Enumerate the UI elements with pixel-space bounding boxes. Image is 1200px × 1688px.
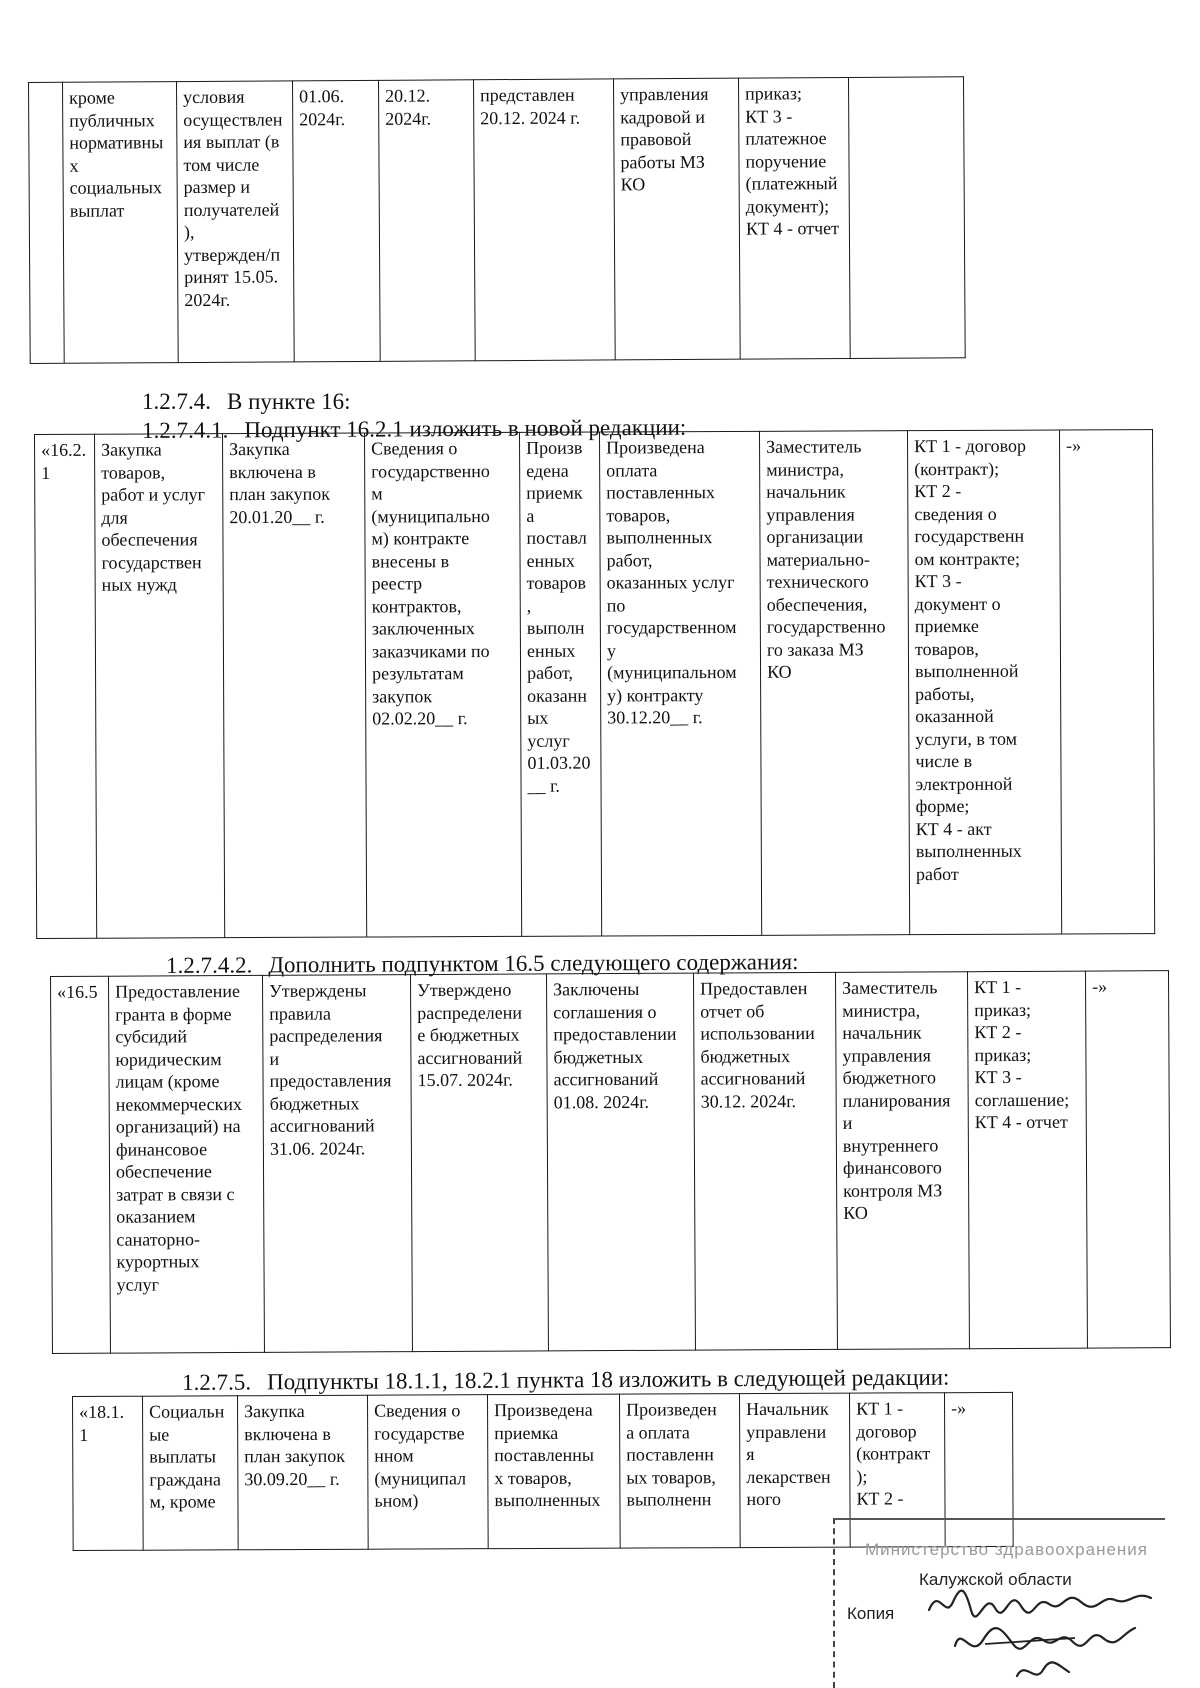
table-cell: -»: [1085, 971, 1170, 1348]
section-heading-1.2.7.4: 1.2.7.4. В пункте 16:: [142, 389, 351, 414]
table3-body: [51, 971, 1171, 1354]
table-16-2-1: [34, 429, 1155, 939]
table-cell: Сведения о государственно м (муниципально м) контракте внесены в реестр контрактов, заключенных заказчиками по результатам закупок 02.02.20__ г.: [364, 432, 521, 937]
table-row: [51, 971, 1171, 1354]
table-cell: 01.06. 2024г.: [292, 80, 380, 362]
table-cell: условия осуществлен ия выплат (в том числе размер и получателей ), утвержден/п ринят 15.05. 2024г.: [177, 81, 295, 363]
table-cell: Социальн ые выплаты гражданa м, кроме: [143, 1396, 239, 1550]
table-cell: Заместитель министра, начальник управления организации материально- технического обеспечения, государственно го заказа МЗ КО: [759, 431, 909, 936]
table-cell: Произв едена приемк а поставл енных товаров , выполн енных работ, оказанн ых услуг 01.03.20 __ г.: [519, 432, 601, 936]
table-cell: Закупка включена в план закупок 20.01.20__ г.: [223, 433, 367, 938]
table-cell: Утверждены правила распределения и предоставления бюджетных ассигнований 31.06. 2024г.: [262, 975, 412, 1353]
table-cell: кроме публичных нормативны х социальных выплат: [63, 82, 179, 364]
table-cell: КТ 1 - договор (контракт); КТ 2 - сведения о государственн ом контракте; КТ 3 - документ о приемке товаров, выполненной работы, оказанной услуги, в том числе в электронной форме; КТ 4 - акт выполненных работ: [907, 430, 1061, 935]
table-cell: «18.1. 1: [73, 1396, 144, 1550]
table-cell: Закупка товаров, работ и услуг для обеспечения государствен ных нужд: [95, 434, 225, 939]
stamp-org-text: Министерство здравоохранения: [865, 1540, 1148, 1559]
table-cell: представлен 20.12. 2024 г.: [473, 79, 615, 361]
section-heading-1.2.7.4.1: 1.2.7.4.1. Подпункт 16.2.1 изложить в новой редакции:: [142, 414, 687, 443]
certification-stamp: [833, 1518, 1165, 1688]
table-cell: Закупка включена в план закупок 30.09.20__ г.: [238, 1395, 369, 1550]
table-cell: [29, 82, 65, 363]
table-row: [35, 430, 1155, 939]
table2-body: [35, 430, 1155, 939]
table-cell: -»: [1059, 430, 1154, 934]
table-cell: Заключены соглашения о предоставлении бюджетных ассигнований 01.08. 2024г.: [546, 973, 695, 1351]
table-cell: Утверждено распределени е бюджетных ассигнований 15.07. 2024г.: [410, 974, 548, 1352]
table-cell: Предоставление гранта в форме субсидий юридическим лицам (кроме некоммерческих организаций) на финансовое обеспечение затрат в связи с оказанием санаторно- курортных услуг: [109, 975, 265, 1353]
table-cell: КТ 1 - договор (контракт ); КТ 2 -: [849, 1393, 945, 1547]
table-cell: Предоставлен отчет об использовании бюджетных ассигнований 30.12. 2024г.: [693, 972, 837, 1350]
section-heading-1.2.7.5: 1.2.7.5. Подпункты 18.1.1, 18.2.1 пункта 18 изложить в следующей редакции:: [182, 1364, 950, 1395]
table-cell: 20.12. 2024г.: [378, 80, 475, 362]
table-cell: Произведена приемка поставленны х товаров, выполненных: [487, 1394, 620, 1549]
table-cell: управления кадровой и правовой работы МЗ КО: [613, 78, 740, 360]
table-cell: [848, 77, 965, 359]
table-cell: Заместитель министра, начальник управления бюджетного планирования и внутреннего финансового контроля МЗ КО: [835, 972, 969, 1350]
table-row: [29, 77, 966, 364]
table-continuation: [28, 76, 966, 364]
stamp-copy-label: Копия: [847, 1604, 895, 1623]
table-cell: Произведен а оплата поставленн ых товаров, выполненн: [619, 1394, 740, 1549]
table1-body: [29, 77, 966, 364]
stamp-region-text: Калужской области: [919, 1570, 1072, 1589]
table-16-5: [50, 970, 1171, 1354]
table-cell: -»: [944, 1392, 1013, 1546]
table-cell: приказ; КТ 3 - платежное поручение (платежный документ); КТ 4 - отчет: [738, 77, 850, 359]
table-cell: КТ 1 - приказ; КТ 2 - приказ; КТ 3 - соглашение; КТ 4 - отчет: [967, 971, 1087, 1349]
table-cell: Сведения о государстве нном (муниципал ьном): [367, 1395, 488, 1550]
table-cell: «16.2. 1: [35, 434, 97, 938]
section-heading-1.2.7.4.2: 1.2.7.4.2. Дополнить подпунктом 16.5 следующего содержания:: [166, 949, 799, 978]
handwritten-signature-icon: [925, 1580, 1155, 1688]
table-cell: Произведена оплата поставленных товаров, выполненных работ, оказанных услуг по государственном у (муниципальном у) контракту 30.12.20__ г.: [599, 431, 761, 936]
table-cell: «16.5: [51, 976, 111, 1353]
table-cell: Начальник управлени я лекарствен ного: [739, 1393, 850, 1547]
